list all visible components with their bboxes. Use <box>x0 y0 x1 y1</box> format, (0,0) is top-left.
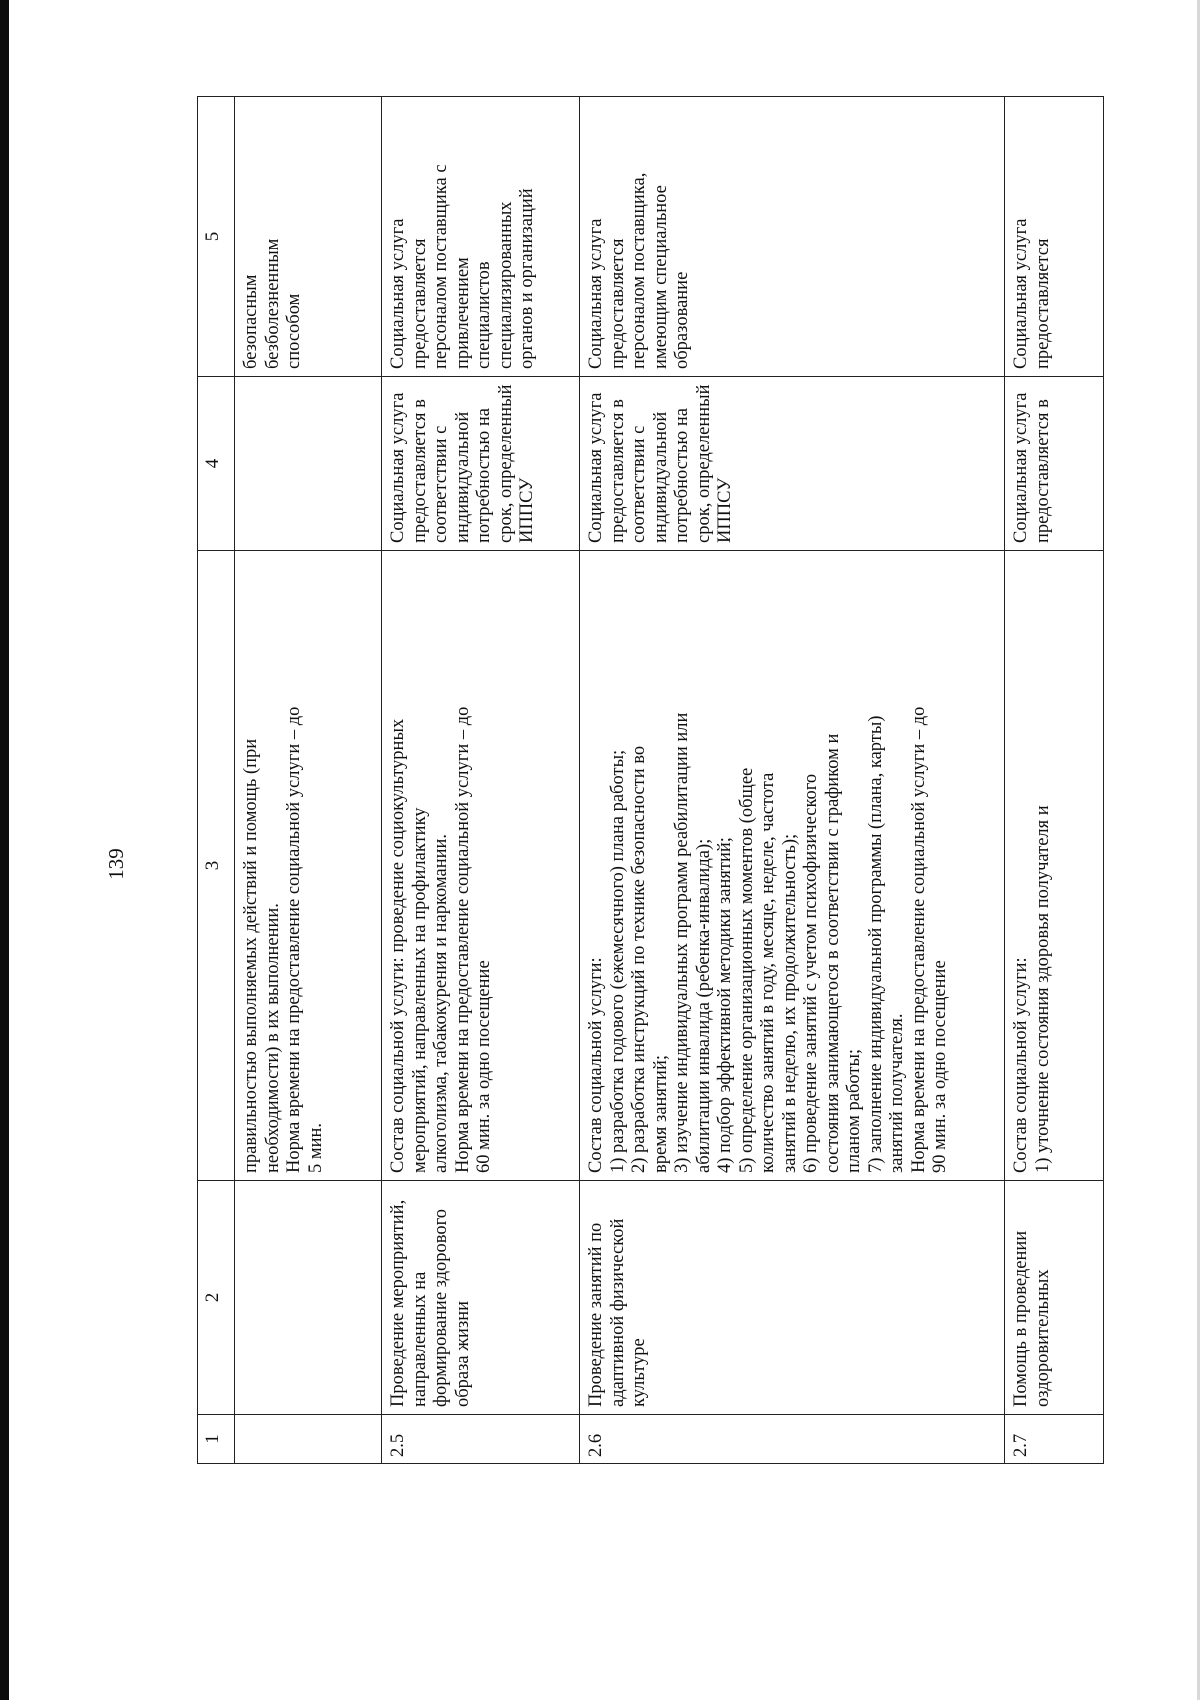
cell-line: индивидуальной <box>650 411 671 543</box>
cell-line: предоставляется в <box>607 399 628 543</box>
header-col-3: 3 <box>198 551 235 1181</box>
cell-line: Норма времени на предоставление социальной услуги – до <box>284 706 304 1173</box>
cell-line: индивидуальной <box>452 411 473 543</box>
cell-line: предоставляется в <box>409 399 430 543</box>
page-number: 139 <box>104 848 128 880</box>
cell-line: безопасным <box>241 274 261 369</box>
cell-line: образование <box>672 271 692 369</box>
header-col-4: 4 <box>198 377 235 551</box>
cell-line: срок, определенный <box>693 384 714 543</box>
cell-line: состояния занимающегося в соответствии с графиком и <box>822 733 843 1173</box>
cell-line: мероприятий, направленных на профилактику <box>409 807 430 1173</box>
cell-terms <box>1005 377 1104 551</box>
cell-line: планом работы; <box>844 1048 864 1173</box>
cell-line: направленных на <box>409 1271 430 1407</box>
cell-line: культуре <box>629 1338 649 1407</box>
cell-line: Состав социальной услуги: <box>1011 957 1031 1173</box>
cell-line: занятий получателя. <box>887 1013 907 1173</box>
table-wrapper <box>197 102 1137 1464</box>
table-body <box>235 97 1104 1464</box>
cell-name <box>382 1181 580 1415</box>
cell-line: специализированных <box>495 201 516 369</box>
cell-conditions <box>235 97 382 377</box>
cell-line: 1) разработка годового (ежемесячного) плана работы; <box>607 749 628 1173</box>
cell-line: формирование здорового <box>431 1208 451 1407</box>
cell-line: срок, определенный <box>495 384 516 543</box>
header-col-2: 2 <box>198 1181 235 1415</box>
table-row <box>580 97 1005 1464</box>
cell-line: Проведение занятий по <box>586 1222 606 1407</box>
header-col-1: 1 <box>198 1415 235 1464</box>
cell-line: персоналом поставщика, <box>629 172 649 369</box>
cell-line: 2) разработка инструкций по технике безопасности во <box>629 745 649 1173</box>
row-number: 2.5 <box>382 1415 580 1464</box>
cell-line: Норма времени на предоставление социальной услуги – до <box>908 706 929 1173</box>
row-number: 2.6 <box>580 1415 1005 1464</box>
services-table <box>197 96 1104 1464</box>
cell-line: правильностью выполняемых действий и помощь (при <box>241 738 261 1173</box>
rotated-table-area <box>197 102 1137 1464</box>
cell-name <box>1005 1181 1104 1415</box>
table-row <box>235 97 382 1464</box>
cell-line: специалистов <box>474 261 494 369</box>
cell-conditions <box>1005 97 1104 377</box>
cell-line: Состав социальной услуги: <box>586 957 606 1173</box>
cell-line: соответствии с <box>629 425 649 543</box>
row-number <box>235 1415 382 1464</box>
cell-line: привлечением <box>452 257 473 369</box>
cell-line: алкоголизма, табакокурения и наркомании. <box>431 833 451 1173</box>
cell-line: занятий в неделю, их продолжительность); <box>779 833 800 1173</box>
table-row <box>1005 97 1104 1464</box>
cell-line: 7) заполнение индивидуальной программы (плана, карты) <box>865 715 886 1173</box>
cell-line: Социальная услуга <box>1011 218 1031 369</box>
cell-line: персоналом поставщика с <box>431 164 451 369</box>
scan-edge <box>0 0 9 1700</box>
cell-line: Социальная услуга <box>586 218 606 369</box>
cell-line: Состав социальной услуги: проведение социокультурных <box>388 718 408 1173</box>
cell-line: ИППСУ <box>517 477 537 543</box>
cell-line: Социальная услуга <box>388 218 408 369</box>
cell-line: 6) проведение занятий с учетом психофизического <box>801 773 821 1173</box>
cell-content <box>382 551 580 1181</box>
cell-line: образа жизни <box>452 1300 473 1407</box>
cell-line: адаптивной физической <box>607 1218 628 1407</box>
cell-line: 60 мин. за одно посещение <box>474 960 494 1173</box>
cell-line: время занятий; <box>650 1055 671 1173</box>
cell-line: имеющим специальное <box>650 185 671 369</box>
cell-line: предоставляется <box>409 238 430 369</box>
cell-line: количество занятий в году, месяце, неделе, частота <box>758 772 778 1173</box>
cell-content <box>235 551 382 1181</box>
cell-line: Социальная услуга <box>1011 392 1031 543</box>
cell-line: Норма времени на предоставление социальной услуги – до <box>452 706 473 1173</box>
cell-line: Социальная услуга <box>388 392 408 543</box>
cell-terms <box>235 377 382 551</box>
cell-line: абилитации инвалида (ребенка-инвалида); <box>693 838 714 1173</box>
cell-terms <box>580 377 1005 551</box>
cell-line: Помощь в проведении <box>1011 1230 1031 1407</box>
cell-line: потребностью на <box>672 408 692 543</box>
cell-content <box>1005 551 1104 1181</box>
row-number: 2.7 <box>1005 1415 1104 1464</box>
cell-line: Проведение мероприятий, <box>388 1199 408 1407</box>
cell-line: 3) изучение индивидуальных программ реабилитации или <box>672 712 692 1173</box>
cell-line: органов и организаций <box>517 188 537 369</box>
cell-line: 5) определение организационных моментов (общее <box>736 767 757 1173</box>
cell-name <box>580 1181 1005 1415</box>
cell-line: безболезненным <box>262 238 283 369</box>
cell-content <box>580 551 1005 1181</box>
table-row <box>382 97 580 1464</box>
cell-line: 5 мин. <box>305 1122 326 1173</box>
cell-line: предоставляется <box>607 238 628 369</box>
cell-line: оздоровительных <box>1032 1269 1053 1407</box>
cell-line: способом <box>284 293 304 369</box>
cell-terms <box>382 377 580 551</box>
cell-line: потребностью на <box>474 408 494 543</box>
cell-line: 1) уточнение состояния здоровья получателя и <box>1032 805 1053 1173</box>
cell-line: соответствии с <box>431 425 451 543</box>
cell-line: 90 мин. за одно посещение <box>930 960 950 1173</box>
cell-line: предоставляется <box>1032 238 1053 369</box>
header-row <box>198 97 235 1464</box>
cell-line: ИППСУ <box>715 477 735 543</box>
cell-line: необходимости) в их выполнении. <box>262 903 283 1173</box>
cell-conditions <box>580 97 1005 377</box>
cell-line: Социальная услуга <box>586 392 606 543</box>
cell-line: предоставляется в <box>1032 399 1053 543</box>
cell-conditions <box>382 97 580 377</box>
header-col-5: 5 <box>198 97 235 377</box>
cell-name <box>235 1181 382 1415</box>
cell-line: 4) подбор эффективной методики занятий; <box>715 837 735 1173</box>
